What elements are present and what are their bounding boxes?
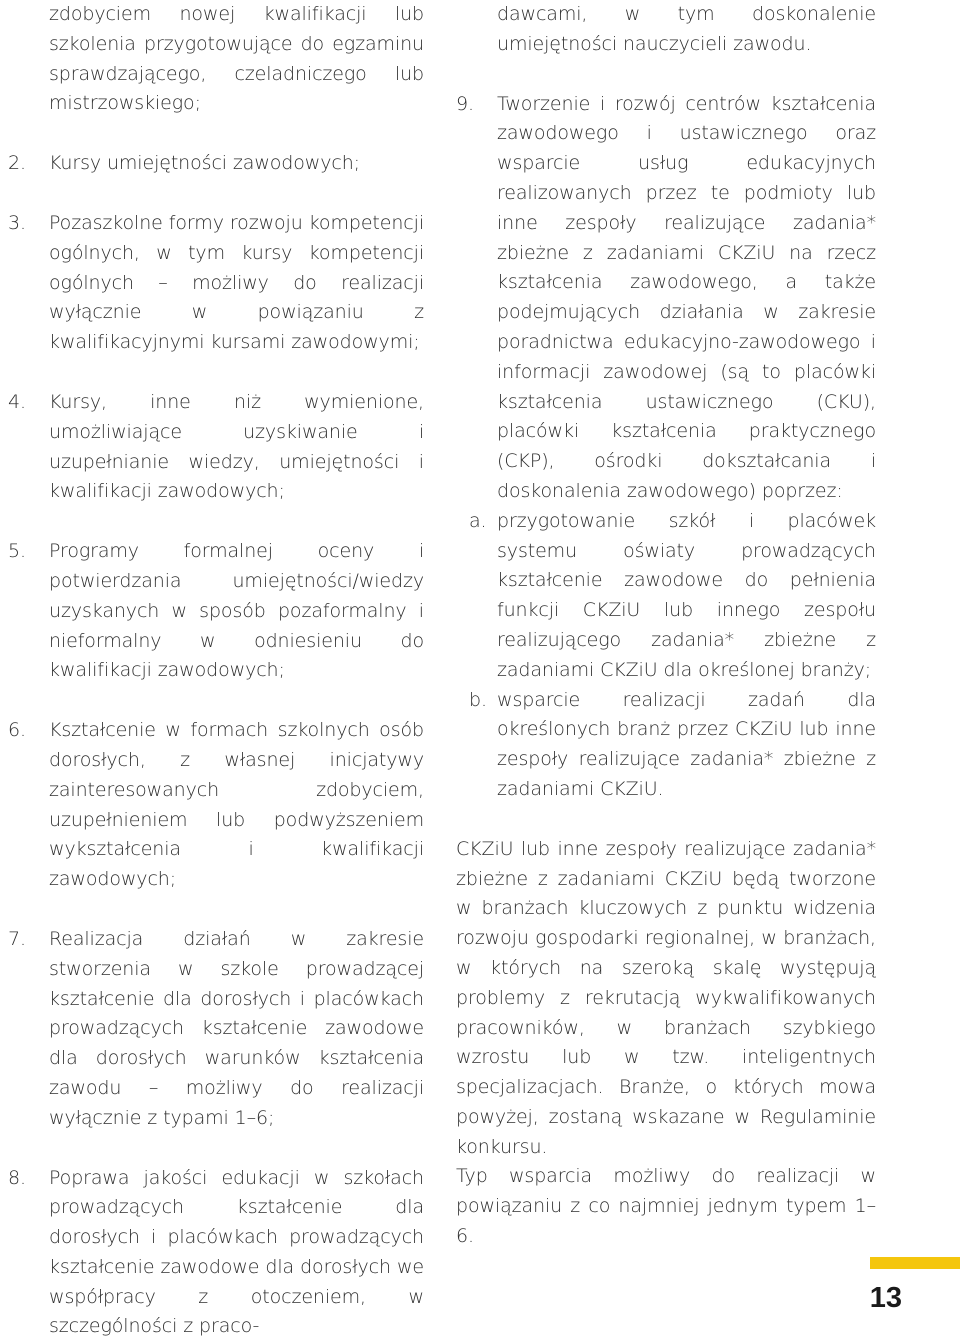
list-item-8 <box>8 1164 424 1342</box>
right-column <box>456 0 876 1252</box>
sub-item-b <box>456 686 876 805</box>
sub-item-letter: a. <box>469 507 486 537</box>
list-item-text: zdobyciem nowej kwalifikacji lub szkolenia przygotowujące do egzaminu sprawdzającego, czeladniczego lub mistrzowskiego; <box>49 3 424 114</box>
list-item-number: 5. <box>8 537 26 567</box>
list-item-text: Kursy, inne niż wymienione, umożliwiające uzyskiwanie i uzupełnianie wiedzy, umiejętności i kwalifikacji zawodowych; <box>49 391 424 502</box>
list-item-number: 4. <box>8 388 26 418</box>
list-item-text: Poprawa jakości edukacji w szkołach prowadzących kształcenie dla dorosłych i placówkach prowadzących kształcenie zawodowe dla dorosłych we współpracy z otoczeniem, w szczególności z praco- <box>49 1167 424 1338</box>
page-number: 13 <box>870 1282 902 1314</box>
list-item-4 <box>8 388 424 507</box>
list-item-text: dawcami, w tym doskonalenie umiejętności nauczycieli zawodu. <box>497 3 876 55</box>
list-item-9 <box>456 90 876 507</box>
left-column <box>8 0 424 1342</box>
list-item-text: Tworzenie i rozwój centrów kształcenia zawodowego i ustawicznego oraz wsparcie usług edukacyjnych realizowanych przez te podmioty lub inne zespoły realizujące zadania* zbieżne z zadaniami CKZiU na rzecz kształcenia zawodowego, a także podejmujących działania w zakresie poradnictwa edukacyjno-zawodowego i informacji zawodowej (są to placówki kształcenia ustawicznego (CKU), placówki kształcenia praktycznego (CKP), ośrodki dokształcania i doskonalenia zawodowego) poprzez: <box>497 93 876 502</box>
paragraph-ckziu-branches: CKZiU lub inne zespoły realizujące zadania* zbieżne z zadaniami CKZiU będą tworzone w branżach kluczowych z punktu widzenia rozwoju gospodarki regionalnej, w branżach, w których na szeroką skalę występują problemy z rekrutacją wykwalifikowanych pracowników, w branżach szybkiego wzrostu lub w tzw. inteligentnych specjalizacjach. Branże, o których mowa powyżej, zostaną wskazane w Regulaminie konkursu. <box>456 835 876 1163</box>
list-item-2 <box>8 149 424 179</box>
list-item-text: Pozaszkolne formy rozwoju kompetencji ogólnych, w tym kursy kompetencji ogólnych – możliwy do realizacji wyłącznie w powiązaniu z kwalifikacyjnymi kursami zawodowymi; <box>49 212 424 353</box>
list-item-6 <box>8 716 424 895</box>
list-item-7 <box>8 925 424 1134</box>
list-item-text: Programy formalnej oceny i potwierdzania umiejętności/wiedzy uzyskanych w sposób pozaformalny i nieformalny w odniesieniu do kwalifikacji zawodowych; <box>49 540 424 681</box>
sub-item-text: przygotowanie szkół i placówek systemu oświaty prowadzących kształcenie zawodowe do pełnienia funkcji CKZiU lub innego zespołu realizującego zadania* zbieżne z zadaniami CKZiU dla określonej branży; <box>497 510 876 681</box>
paragraph-support-type: Typ wsparcia możliwy do realizacji w powiązaniu z co najmniej jednym typem 1–6. <box>456 1162 876 1251</box>
list-item-number: 7. <box>8 925 26 955</box>
page-accent-bar <box>870 1257 960 1269</box>
list-item-number: 2. <box>8 149 26 179</box>
list-item-8-continuation <box>456 0 876 60</box>
list-item-text: Realizacja działań w zakresie stworzenia w szkole prowadzącej kształcenie dla dorosłych i placówkach prowadzących kształcenie zawodowe dla dorosłych warunków kształcenia zawodu – możliwy do realizacji wyłącznie z typami 1–6; <box>49 928 424 1129</box>
list-item-3 <box>8 209 424 358</box>
list-item-5 <box>8 537 424 686</box>
list-item-number: 3. <box>8 209 26 239</box>
list-item-text: Kształcenie w formach szkolnych osób dorosłych, z własnej inicjatywy zainteresowanych zdobyciem, uzupełnieniem lub podwyższeniem wykształcenia i kwalifikacji zawodowych; <box>49 719 424 890</box>
sub-item-text: wsparcie realizacji zadań dla określonych branż przez CKZiU lub inne zespoły realizujące zadania* zbieżne z zadaniami CKZiU. <box>497 689 876 800</box>
list-item-number: 8. <box>8 1164 26 1194</box>
sub-item-a <box>456 507 876 686</box>
list-item-1-continuation <box>8 0 424 119</box>
list-item-number: 9. <box>456 90 474 120</box>
sub-item-letter: b. <box>469 686 487 716</box>
list-item-text: Kursy umiejętności zawodowych; <box>49 152 360 174</box>
list-item-number: 6. <box>8 716 26 746</box>
